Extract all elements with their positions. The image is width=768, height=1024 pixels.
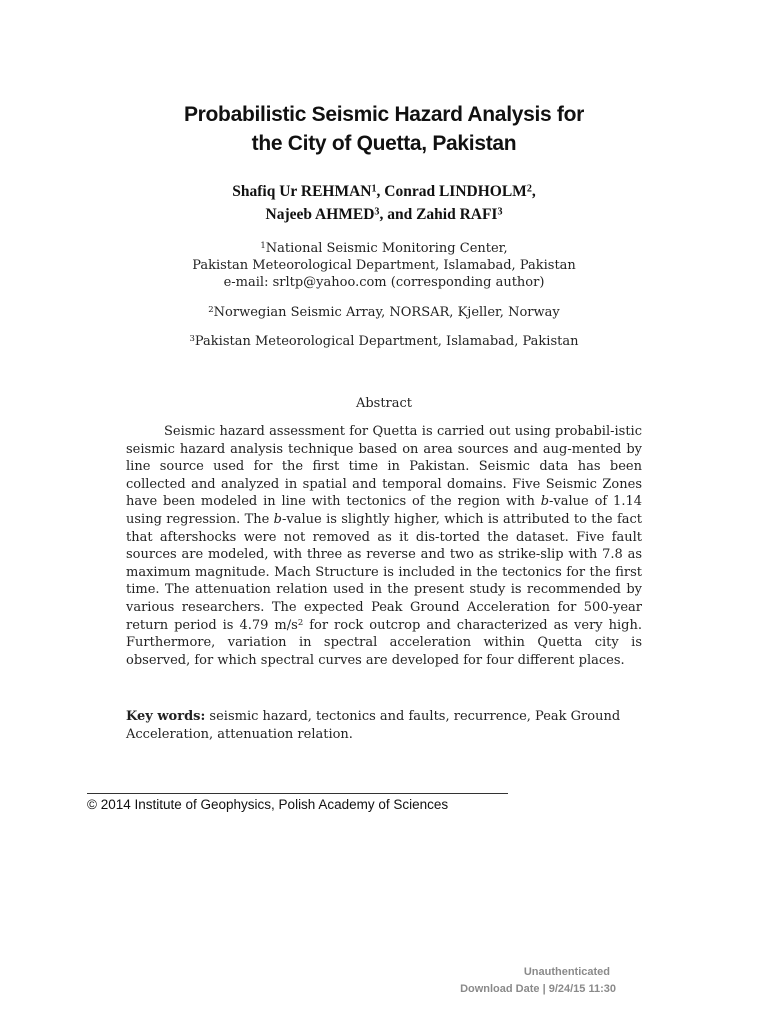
abstract-text: -value of 1.14 using regression. The (126, 494, 642, 527)
b-symbol: b (540, 494, 550, 510)
author-sup: 3 (497, 206, 503, 218)
author-rehman: Shafiq Ur REHMAN (232, 183, 372, 200)
affiliation-2 (0, 304, 768, 321)
abstract-text: Seismic hazard assessment for Quetta is carried out using probabil-istic seismic hazard analysis technique based on area sources and aug-mented by line source used for the first time in Pakistan. Seismic data has been collected and analyzed in spatial and temporal domains. Five Seismic Zones have been modeled in line with tectonics of the region with (126, 424, 642, 510)
author-rafi: and Zahid RAFI (387, 206, 498, 223)
abstract-body (126, 423, 642, 669)
affiliation-email: e-mail: srltp@yahoo.com (corresponding author) (223, 275, 545, 290)
copyright-notice: © 2014 Institute of Geophysics, Polish Academy of Sciences (87, 797, 449, 812)
author-lindholm: Conrad LINDHOLM (384, 183, 527, 200)
abstract-paragraph (126, 423, 642, 669)
affiliation-text: Norwegian Seismic Array, NORSAR, Kjeller, Norway (213, 305, 560, 320)
affiliation-line (0, 240, 768, 257)
keywords-label: Key words: (126, 709, 206, 724)
affiliation-1 (0, 240, 768, 291)
affiliation-text: Pakistan Meteorological Department, Islamabad, Pakistan (194, 334, 579, 349)
author-sup: 2 (526, 183, 532, 195)
keywords (126, 708, 642, 744)
auth-status: Unauthenticated (523, 966, 610, 978)
abstract-text: -value is slightly higher, which is attributed to the fact that aftershocks were not removed as it dis-torted the dataset. Five fault sources are modeled, with three as reverse and two as strike-slip with 7.8 as maximum magnitude. Mach Structure is included in the tectonics for the first time. The attenuation relation used in the present study is recommended by various researchers. The expected Peak Ground Acceleration for 500-year return period is 4.79 m/s (126, 511, 643, 633)
author-list (0, 180, 768, 226)
b-symbol: b (273, 511, 282, 527)
affiliation-sup: 3 (189, 333, 195, 344)
affiliation-line: Pakistan Meteorological Department, Islamabad, Pakistan (192, 258, 576, 273)
footnote-divider (87, 793, 508, 794)
affiliation-3 (0, 333, 768, 350)
author-sup: 3 (374, 206, 380, 218)
author-sup: 1 (371, 183, 377, 195)
squared-superscript: 2 (297, 616, 304, 627)
abstract-text: for rock outcrop and characterized as very high. Furthermore, variation in spectral acceleration within Quetta city is observed, for which spectral curves are developed for four different places. (126, 617, 642, 668)
affiliation-sup: 2 (208, 304, 214, 315)
author-ahmed: Najeeb AHMED (265, 206, 375, 223)
title-line-1: Probabilistic Seismic Hazard Analysis for (183, 103, 585, 126)
paper-title (0, 100, 768, 158)
abstract-heading: Abstract (355, 396, 413, 411)
download-date: Download Date | 9/24/15 11:30 (460, 983, 616, 995)
author-line-2: Najeeb AHMED$^3$, and Zahid RAFI$^3$ (265, 206, 503, 223)
affiliation-sup: 1 (260, 240, 266, 251)
affiliation-text: National Seismic Monitoring Center, (265, 241, 508, 256)
keywords-text: seismic hazard, tectonics and faults, recurrence, Peak Ground Acceleration, attenuation relation. (126, 709, 621, 742)
title-line-2: the City of Quetta, Pakistan (251, 132, 517, 155)
author-line-1: Shafiq Ur REHMAN$^1$, Conrad LINDHOLM$^2$, (232, 183, 536, 200)
